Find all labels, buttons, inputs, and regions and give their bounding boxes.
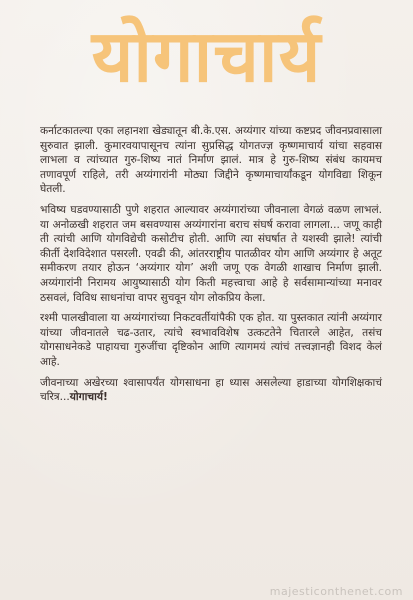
blurb-paragraph-3: रश्मी पालखीवाला या अय्यंगारांच्या निकटवर्तीयांपैकी एक होत. या पुस्तकात त्यांनी अय्यंगार यांच्या जीवनातले चढ-उतार, त्यांचे स्वभावविशेष उत्कटतेने चितारले आहेत, तसंच योगसाधनेकडे पाहायचा गुरुजींचा दृष्टिकोन आणि त्यागमयं त्यांचं तत्त्वज्ञानही विशद केलं आहे. [40, 312, 382, 368]
blurb-closing [40, 376, 382, 405]
blurb-paragraph-1: कर्नाटकातल्या एका लहानशा खेड्यातून बी.के.एस. अय्यंगार यांच्या कष्टप्रद जीवनप्रवासाला सुरुवात झाली. कुमारवयापासूनच त्यांना सुप्रसिद्ध योगतज्ज्ञ कृष्णमाचार्य यांचा सहवास लाभला व त्यांच्यात गुरु-शिष्य नातं निर्माण झालं. मात्र हे गुरु-शिष्य संबंध कायमच तणावपूर्ण राहिले, तरी अय्यंगारांनी मोठ्या जिद्दीने कृष्णमाचार्यांकडून योगविद्या शिकून घेतली. [40, 125, 382, 196]
blurb-paragraph-2: भविष्य घडवण्यासाठी पुणे शहरात आल्यावर अय्यंगारांच्या जीवनाला वेगळं वळण लाभलं. या अनोळखी शहरात जम बसवण्यास अय्यंगारांना बराच संघर्ष करावा लागला... जणू काही ती त्यांची आणि योगविद्येची कसोटीच होती. आणि त्या संघर्षात ते यशस्वी झाले! त्यांची कीर्ती देशविदेशात पसरली. एवढी की, आंतरराष्ट्रीय पातळीवर योग आणि अय्यंगार हे अतूट समीकरण तयार होऊन ‘अय्यंगार योग’ अशी जणू एक वेगळी शाखाच निर्माण झाली. अय्यंगारांनी निरामय आयुष्यासाठी योग किती महत्त्वाचा आहे हे सर्वसामान्यांच्या मनावर ठसवलं, विविध साधनांचा वापर सुचवून योग लोकप्रिय केला. [40, 203, 382, 304]
blurb-text [40, 124, 382, 411]
watermark-text: majesticonthenet.com [269, 585, 403, 598]
closing-text: जीवनाच्या अखेरच्या श्वासापर्यंत योगसाधना हा ध्यास असलेल्या हाडाच्या योगशिक्षकाचं चरित्र... [40, 376, 382, 404]
closing-emphasis: योगाचार्य! [69, 391, 108, 404]
book-title: योगाचार्य [91, 14, 322, 98]
